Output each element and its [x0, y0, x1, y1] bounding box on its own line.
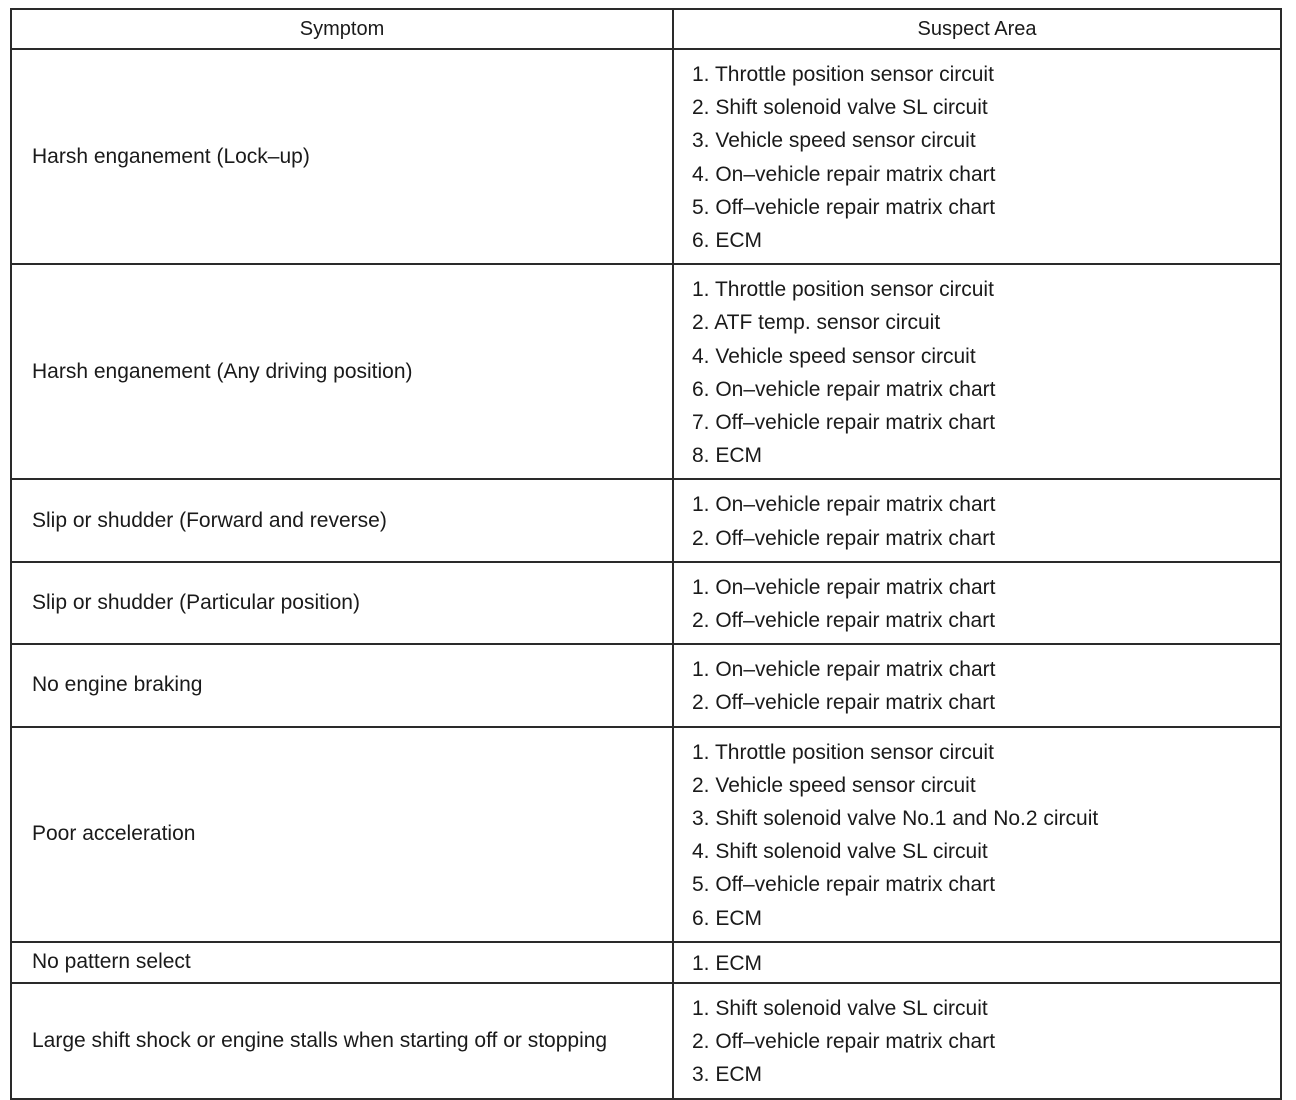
table-row: [11, 562, 1281, 644]
suspect-area-item: 8. ECM: [692, 444, 763, 468]
suspect-area-cell: [673, 562, 1281, 644]
table-row: [11, 264, 1281, 479]
suspect-area-item: 1. Throttle position sensor circuit: [692, 740, 994, 764]
suspect-area-item: 2. Vehicle speed sensor circuit: [692, 773, 976, 797]
table-body: [11, 49, 1281, 1099]
suspect-area-cell: [673, 983, 1281, 1099]
symptom-cell: No engine braking: [11, 644, 673, 726]
table-row: [11, 644, 1281, 726]
symptom-cell: No pattern select: [11, 942, 673, 983]
suspect-area-item: 6. ECM: [692, 906, 763, 930]
table-row: [11, 479, 1281, 561]
suspect-area-item: 1. ECM: [692, 951, 763, 975]
symptom-cell: Large shift shock or engine stalls when starting off or stopping: [11, 983, 673, 1099]
suspect-area-item: 1. On–vehicle repair matrix chart: [692, 658, 996, 682]
symptom-cell: Slip or shudder (Particular position): [11, 562, 673, 644]
symptom-cell: Harsh enganement (Any driving position): [11, 264, 673, 479]
table-row: [11, 942, 1281, 983]
suspect-area-column-header: Suspect Area: [673, 9, 1281, 49]
suspect-area-item: 1. On–vehicle repair matrix chart: [692, 493, 996, 517]
suspect-area-item: 5. Off–vehicle repair matrix chart: [692, 195, 996, 219]
suspect-area-cell: [673, 727, 1281, 942]
symptom-cell: Slip or shudder (Forward and reverse): [11, 479, 673, 561]
suspect-area-item: 3. Vehicle speed sensor circuit: [692, 129, 976, 153]
suspect-area-item: 3. Shift solenoid valve No.1 and No.2 circuit: [692, 807, 1099, 831]
suspect-area-item: 6. On–vehicle repair matrix chart: [692, 377, 996, 401]
suspect-area-cell: [673, 479, 1281, 561]
symptom-table: [10, 8, 1282, 1100]
suspect-area-item: 3. ECM: [692, 1063, 763, 1087]
suspect-area-cell: [673, 264, 1281, 479]
suspect-area-item: 4. On–vehicle repair matrix chart: [692, 162, 996, 186]
suspect-area-item: 1. Throttle position sensor circuit: [692, 278, 994, 302]
symptom-cell: Harsh enganement (Lock–up): [11, 49, 673, 264]
table-row: [11, 727, 1281, 942]
suspect-area-cell: [673, 49, 1281, 264]
suspect-area-item: 1. Throttle position sensor circuit: [692, 63, 994, 86]
suspect-area-item: 2. Shift solenoid valve SL circuit: [692, 96, 988, 120]
troubleshooting-table-sheet: [10, 8, 1282, 1087]
suspect-area-item: 2. ATF temp. sensor circuit: [692, 311, 941, 335]
suspect-area-item: 2. Off–vehicle repair matrix chart: [692, 1030, 996, 1054]
suspect-area-item: 6. ECM: [692, 229, 763, 253]
header-row: [11, 9, 1281, 49]
symptom-column-header: Symptom: [11, 9, 673, 49]
suspect-area-item: 1. On–vehicle repair matrix chart: [692, 575, 996, 599]
suspect-area-item: 2. Off–vehicle repair matrix chart: [692, 609, 996, 633]
suspect-area-item: 7. Off–vehicle repair matrix chart: [692, 411, 996, 435]
table-row: [11, 983, 1281, 1099]
suspect-area-item: 2. Off–vehicle repair matrix chart: [692, 526, 996, 550]
suspect-area-cell: [673, 942, 1281, 983]
suspect-area-item: 1. Shift solenoid valve SL circuit: [692, 997, 988, 1021]
table-row: [11, 49, 1281, 264]
suspect-area-item: 5. Off–vehicle repair matrix chart: [692, 873, 996, 897]
suspect-area-item: 4. Shift solenoid valve SL circuit: [692, 840, 988, 864]
suspect-area-cell: [673, 644, 1281, 726]
symptom-cell: Poor acceleration: [11, 727, 673, 942]
suspect-area-item: 4. Vehicle speed sensor circuit: [692, 344, 976, 368]
suspect-area-item: 2. Off–vehicle repair matrix chart: [692, 691, 996, 715]
